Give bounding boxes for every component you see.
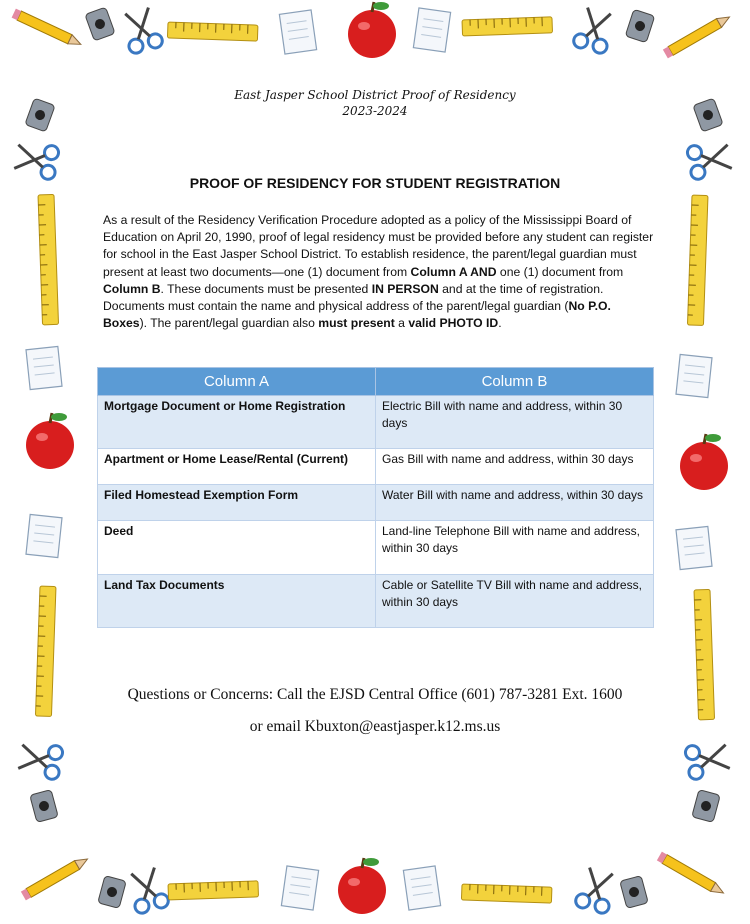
column-a-header: Column A <box>98 368 376 396</box>
intro-text: ). The parent/legal guardian also <box>139 316 319 331</box>
column-a-cell: Filed Homestead Exemption Form <box>98 485 376 521</box>
table-row <box>98 396 654 449</box>
table-row <box>98 575 654 628</box>
intro-bold: must present <box>318 316 395 331</box>
table-header-row <box>98 368 654 396</box>
table-row <box>98 449 654 485</box>
column-b-cell: Cable or Satellite TV Bill with name and address, within 30 days <box>376 575 654 628</box>
column-b-cell: Electric Bill with name and address, within 30 days <box>376 396 654 449</box>
intro-bold: Column A AND <box>410 264 497 279</box>
intro-text: . <box>498 316 502 331</box>
page-title: PROOF OF RESIDENCY FOR STUDENT REGISTRATION <box>189 175 561 191</box>
column-b-cell: Land-line Telephone Bill with name and address, within 30 days <box>376 521 654 575</box>
contact-email-line: or email Kbuxton@eastjasper.k12.ms.us <box>249 718 501 735</box>
column-b-cell: Water Bill with name and address, within 30 days <box>376 485 654 521</box>
intro-bold: IN PERSON <box>371 281 439 296</box>
intro-paragraph <box>103 212 655 332</box>
column-b-header: Column B <box>376 368 654 396</box>
intro-text: As a result of the Residency Verification Procedure adopted as a policy of the Mississippi Board of Education on April 20, 1990, proof of legal residency must be provided before any student can register for school in the East Jasper School District. To establish residence, the parent/legal guardian must present at least two documents—one (1) document from <box>103 213 654 279</box>
column-b-cell: Gas Bill with name and address, within 30 days <box>376 449 654 485</box>
intro-text: and at the time of registration. Documents must contain the name and physical address of the parent/legal guardian ( <box>103 281 604 314</box>
district-title: East Jasper School District Proof of Residency <box>234 88 516 102</box>
school-year: 2023-2024 <box>342 104 408 118</box>
table-row <box>98 485 654 521</box>
column-a-cell: Deed <box>98 521 376 575</box>
contact-phone-line: Questions or Concerns: Call the EJSD Central Office (601) 787-3281 Ext. 1600 <box>127 686 623 703</box>
column-a-cell: Land Tax Documents <box>98 575 376 628</box>
column-a-cell: Apartment or Home Lease/Rental (Current) <box>98 449 376 485</box>
column-a-cell: Mortgage Document or Home Registration <box>98 396 376 449</box>
intro-bold: valid PHOTO ID <box>408 316 499 331</box>
intro-text: one (1) document from <box>496 264 624 279</box>
table-row <box>98 521 654 575</box>
intro-bold: Column B <box>103 281 161 296</box>
residency-documents-table <box>97 367 654 628</box>
intro-text: a <box>394 316 409 331</box>
intro-bold: No P.O. Boxes <box>103 299 611 331</box>
intro-text: . These documents must be presented <box>160 281 372 296</box>
